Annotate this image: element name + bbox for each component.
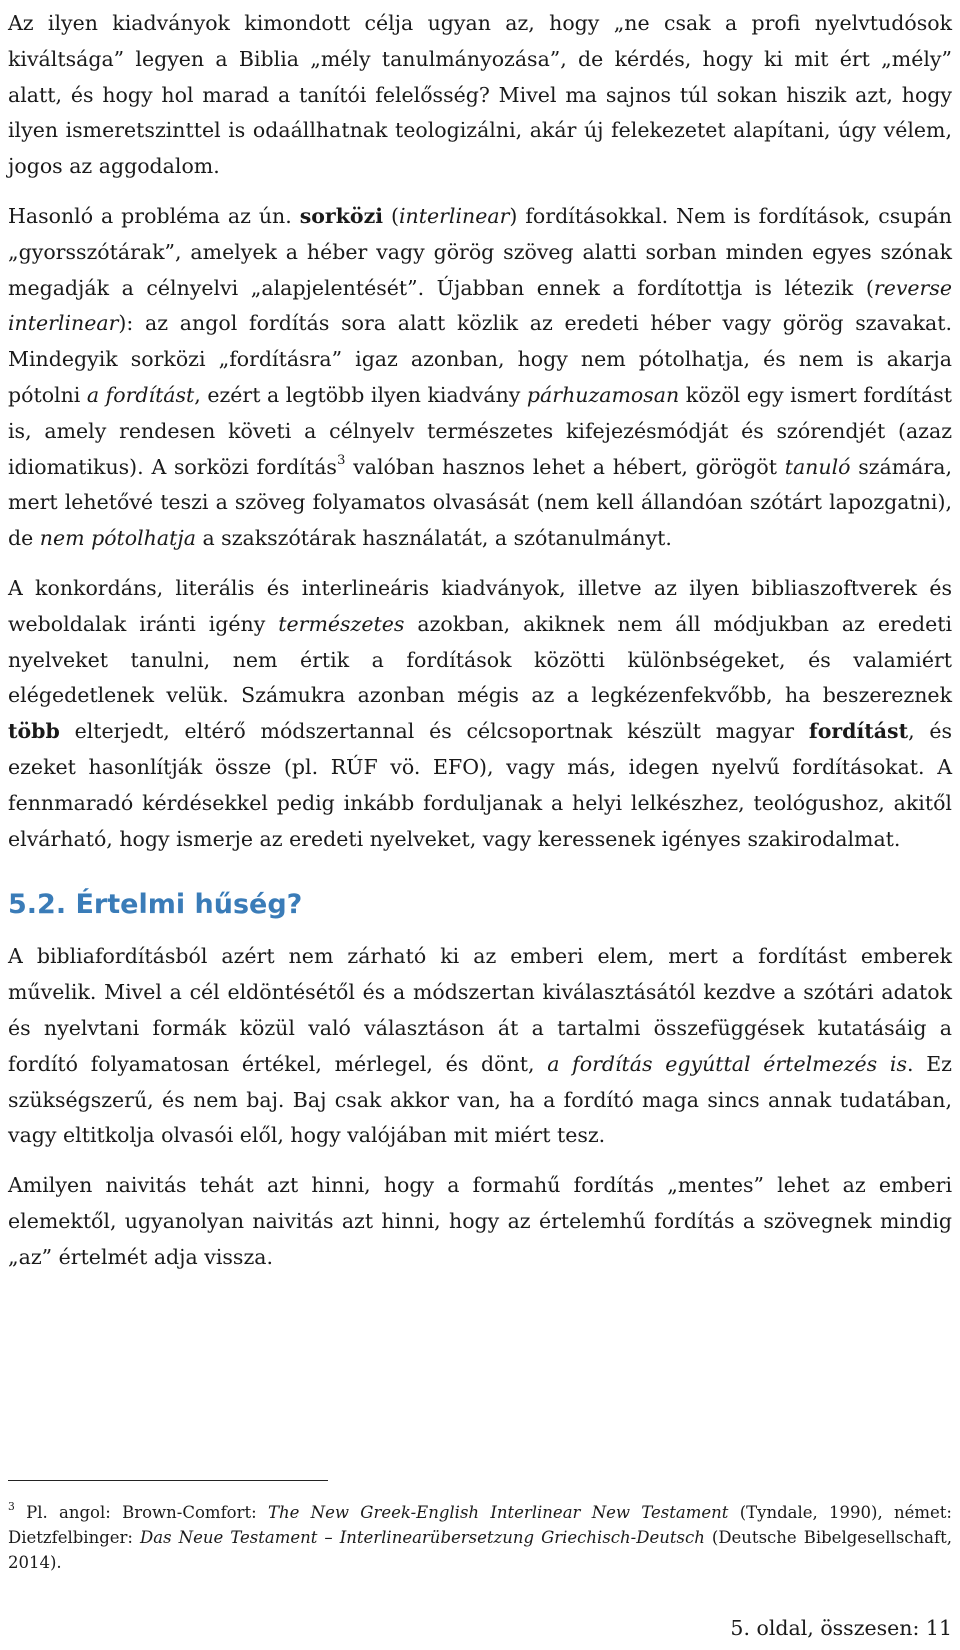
- paragraph-text: ): az angol fordítás sora alatt közlik az eredeti héber vagy görög szavakat. Mindegyik sorközi „fordításra” igaz azonban, hogy nem pótolhatja, és nem is akarja pótolni: [8, 311, 952, 407]
- footnote-text: Pl. angol: Brown-Comfort:: [14, 1503, 268, 1522]
- paragraph-3: [8, 571, 952, 857]
- footnote-title-german: Das Neue Testament – Interlinearübersetzung Griechisch-Deutsch: [140, 1528, 705, 1547]
- paragraph-text: elterjedt, eltérő módszertannal és célcsoportnak készült magyar: [59, 719, 809, 744]
- italic-term-nem-potolhatja: nem pótolhatja: [39, 526, 196, 551]
- footnote-number: 3: [8, 1500, 15, 1514]
- paragraph-text: , és ezeket hasonlítják össze (pl. RÚF vö. EFO), vagy más, idegen nyelvű fordításokat. A fennmaradó kérdésekkel pedig inkább forduljanak a helyi lelkészhez, teológushoz, akitől elvárható, hogy ismerje az eredeti nyelveket, vagy keressenek igényes szakirodalmat.: [8, 719, 952, 851]
- paragraph-text: . Ez szükségszerű, és nem baj. Baj csak akkor van, ha a fordító maga sincs annak tudatában, vagy eltitkolja olvasói elől, hogy valójában mit miért tesz.: [8, 1051, 952, 1148]
- paragraph-text: Hasonló a probléma az ún.: [8, 203, 300, 228]
- italic-phrase-forditas-ertelmezes: a fordítás egyúttal értelmezés is: [547, 1051, 907, 1076]
- paragraph-text: a szakszótárak használatát, a szótanulmányt.: [195, 526, 672, 551]
- italic-term-termeszetes: természetes: [278, 611, 405, 636]
- italic-term-tanulo: tanuló: [784, 454, 851, 479]
- paragraph-text: közöl egy ismert fordítást is, amely rendesen követi a célnyelv természetes kifejezésmódját és szórendjét (azaz idiomatikus). A sorközi fordítás: [8, 382, 952, 479]
- bold-term-tobb: több: [8, 719, 60, 744]
- paragraph-text: számára, mert lehetővé teszi a szöveg folyamatos olvasását (nem kell állandóan szótárt lapozgatni), de: [8, 454, 952, 551]
- document-page: [8, 6, 952, 1276]
- paragraph-text: ) fordításokkal. Nem is fordítások, csupán „gyorsszótárak”, amelyek a héber vagy görög szöveg alatti sorban minden egyes szónak megadják a célnyelvi „alapjelentését”. Újabban ennek a fordítottja is létezik (: [8, 203, 952, 300]
- paragraph-text: A bibliafordításból azért nem zárható ki az emberi elem, mert a fordítást emberek művelik. Mivel a cél eldöntésétől és a módszertan kiválasztásától kezdve a szótári adatok és nyelvtani formák közül való választáson át a tartalmi összefüggések kutatásáig a fordító folyamatosan értékel, mérlegel, és dönt,: [8, 944, 952, 1076]
- italic-term-parhuzamosan: párhuzamosan: [526, 382, 680, 407]
- section-heading: 5.2. Értelmi hűség?: [8, 889, 303, 921]
- footnote-text: (Tyndale, 1990), német: Dietzfelbinger:: [8, 1503, 952, 1547]
- footnote-divider: [8, 1480, 328, 1481]
- footnote-title-english: The New Greek-English Interlinear New Testament: [267, 1503, 729, 1522]
- italic-term-reverse-interlinear: reverse interlinear: [8, 275, 952, 336]
- footnote-reference[interactable]: 3: [336, 453, 346, 469]
- paragraph-text: (: [383, 203, 399, 228]
- paragraph-text: valóban hasznos lehet a hébert, görögöt: [345, 454, 785, 479]
- paragraph-4: [8, 939, 952, 1154]
- bold-term-sorkozi: sorközi: [299, 203, 384, 228]
- paragraph-text: , ezért a legtöbb ilyen kiadvány: [194, 382, 527, 407]
- paragraph-text: Amilyen naivitás tehát azt hinni, hogy a formahű fordítás „mentes” lehet az emberi elemektől, ugyanolyan naivitás azt hinni, hogy az értelemhű fordítás a szövegnek mindig „az” értelmét adja vissza.: [8, 1173, 952, 1269]
- paragraph-5: [8, 1168, 952, 1275]
- footnote-3: [8, 1500, 952, 1575]
- paragraph-text: azokban, akiknek nem áll módjukban az eredeti nyelveket tanulni, nem értik a fordítások közötti különbségeket, és valamiért elégedetlenek velük. Számukra azonban mégis az a legkézenfekvőbb, ha beszereznek: [8, 611, 952, 708]
- footnote-text: (Deutsche Bibelgesellschaft, 2014).: [8, 1528, 952, 1572]
- page-number-footer: 5. oldal, összesen: 11: [730, 1616, 952, 1640]
- paragraph-1: [8, 6, 952, 185]
- italic-term-a-forditast: a fordítást: [86, 382, 195, 407]
- paragraph-2: [8, 199, 952, 557]
- paragraph-text: A konkordáns, literális és interlineáris kiadványok, illetve az ilyen bibliaszoftverek és weboldalak iránti igény: [8, 575, 952, 636]
- paragraph-text: Az ilyen kiadványok kimondott célja ugyan az, hogy „ne csak a profi nyelvtudósok kiváltsága” legyen a Biblia „mély tanulmányozása”, de kérdés, hogy ki mit ért „mély” alatt, és hogy hol marad a tanítói felelősség? Mivel ma sajnos túl sokan hiszik azt, hogy ilyen ismeretszinttel is odaállhatnak teologizálni, akár új felekezetet alapítani, úgy vélem, jogos az aggodalom.: [8, 11, 952, 179]
- bold-term-forditast: fordítást: [808, 719, 909, 744]
- italic-term-interlinear: interlinear: [398, 203, 510, 228]
